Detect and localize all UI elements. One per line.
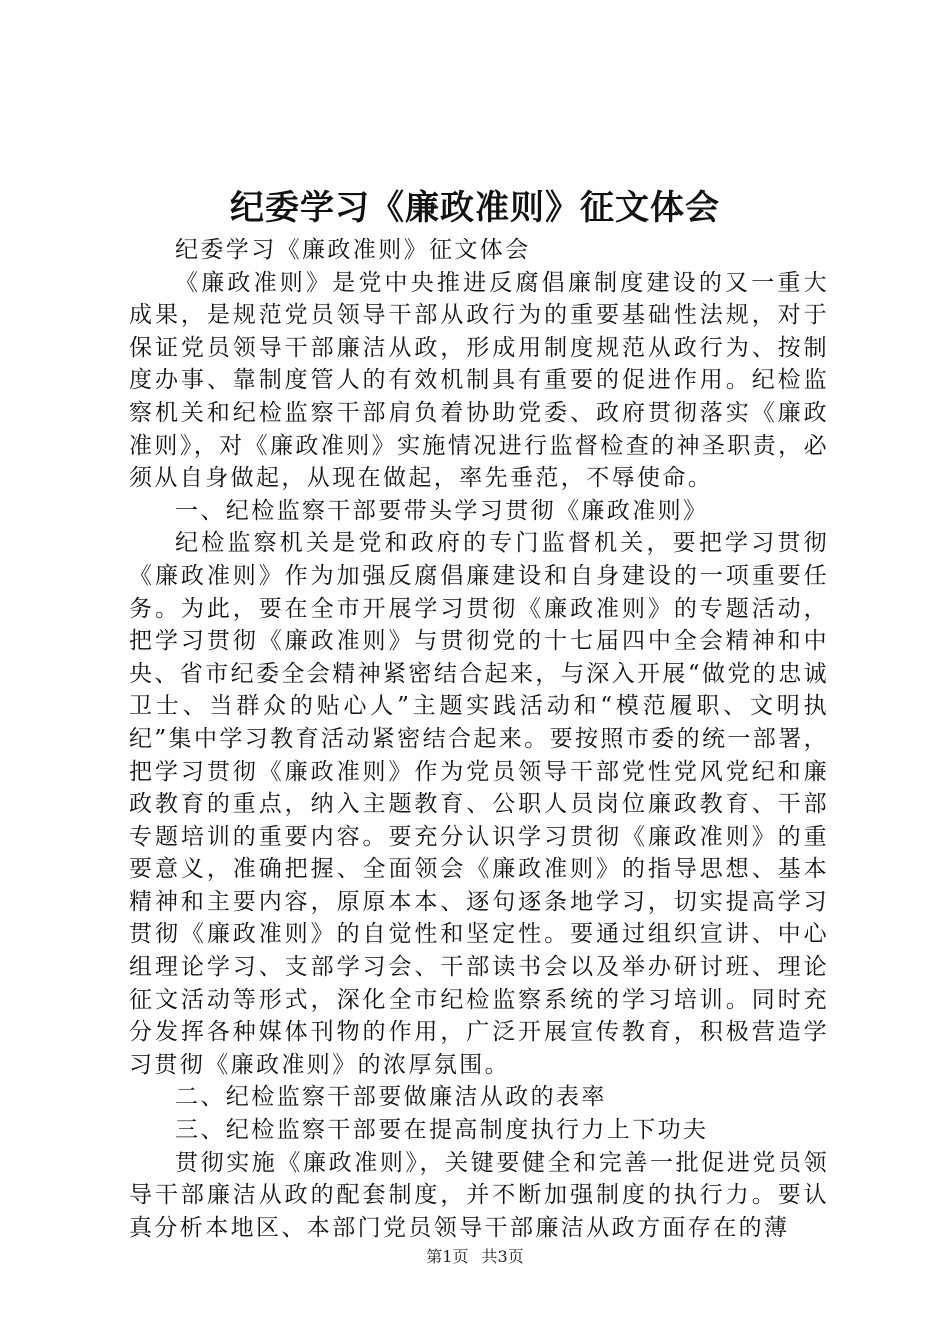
document-body (129, 234, 829, 1244)
document-title: 纪委学习《廉政准则》征文体会 (230, 188, 720, 228)
section-heading-2: 二、纪检监察干部要做廉洁从政的表率 (175, 1084, 607, 1111)
paragraph-subtitle: 纪委学习《廉政准则》征文体会 (175, 237, 531, 263)
section-heading-3: 三、纪检监察干部要在提高制度执行力上下功夫 (175, 1117, 709, 1144)
page-total: 共3页 (481, 1247, 524, 1266)
paragraph-section-1: 纪检监察机关是党和政府的专门监督机关，要把学习贯彻《廉政准则》作为加强反腐倡廉建设和自身建设的一项重要任务。为此，要在全市开展学习贯彻《廉政准则》的专题活动，把学习贯彻《廉政准则》与贯彻党的十七届四中全会精神和中央、省市纪委全会精神紧密结合起来，与深入开展“做党的忠诚卫士、当群众的贴心人”主题实践活动和“模范履职、文明执纪”集中学习教育活动紧密结合起来。要按照市委的统一部署，把学习贯彻《廉政准则》作为党员领导干部党性党风党纪和廉政教育的重点，纳入主题教育、公职人员岗位廉政教育、干部专题培训的重要内容。要充分认识学习贯彻《廉政准则》的重要意义，准确把握、全面领会《廉政准则》的指导思想、基本精神和主要内容，原原本本、逐句逐条地学习，切实提高学习贯彻《廉政准则》的自觉性和坚定性。要通过组织宣讲、中心组理论学习、支部学习会、干部读书会以及举办研讨班、理论征文活动等形式，深化全市纪检监察系统的学习培训。同时充分发挥各种媒体刊物的作用，广泛开展宣传教育，积极营造学习贯彻《廉政准则》的浓厚氛围。 (129, 530, 829, 1078)
paragraph-section-3: 贯彻实施《廉政准则》，关键要健全和完善一批促进党员领导干部廉洁从政的配套制度，并不断加强制度的执行力。要认真分析本地区、本部门党员领导干部廉洁从政方面存在的薄 (129, 1149, 829, 1241)
page-footer (0, 1246, 950, 1268)
paragraph-intro: 《廉政准则》是党中央推进反腐倡廉制度建设的又一重大成果，是规范党员领导干部从政行为的重要基础性法规，对于保证党员领导干部廉洁从政，形成用制度规范从政行为、按制度办事、靠制度管人的有效机制具有重要的促进作用。纪检监察机关和纪检监察干部肩负着协助党委、政府贯彻落实《廉政准则》，对《廉政准则》实施情况进行监督检查的神圣职责，必须从自身做起，从现在做起，率先垂范，不辱使命。 (129, 269, 829, 492)
page-number: 第1页 (426, 1247, 469, 1266)
section-heading-1: 一、纪检监察干部要带头学习贯彻《廉政准则》 (175, 497, 709, 524)
